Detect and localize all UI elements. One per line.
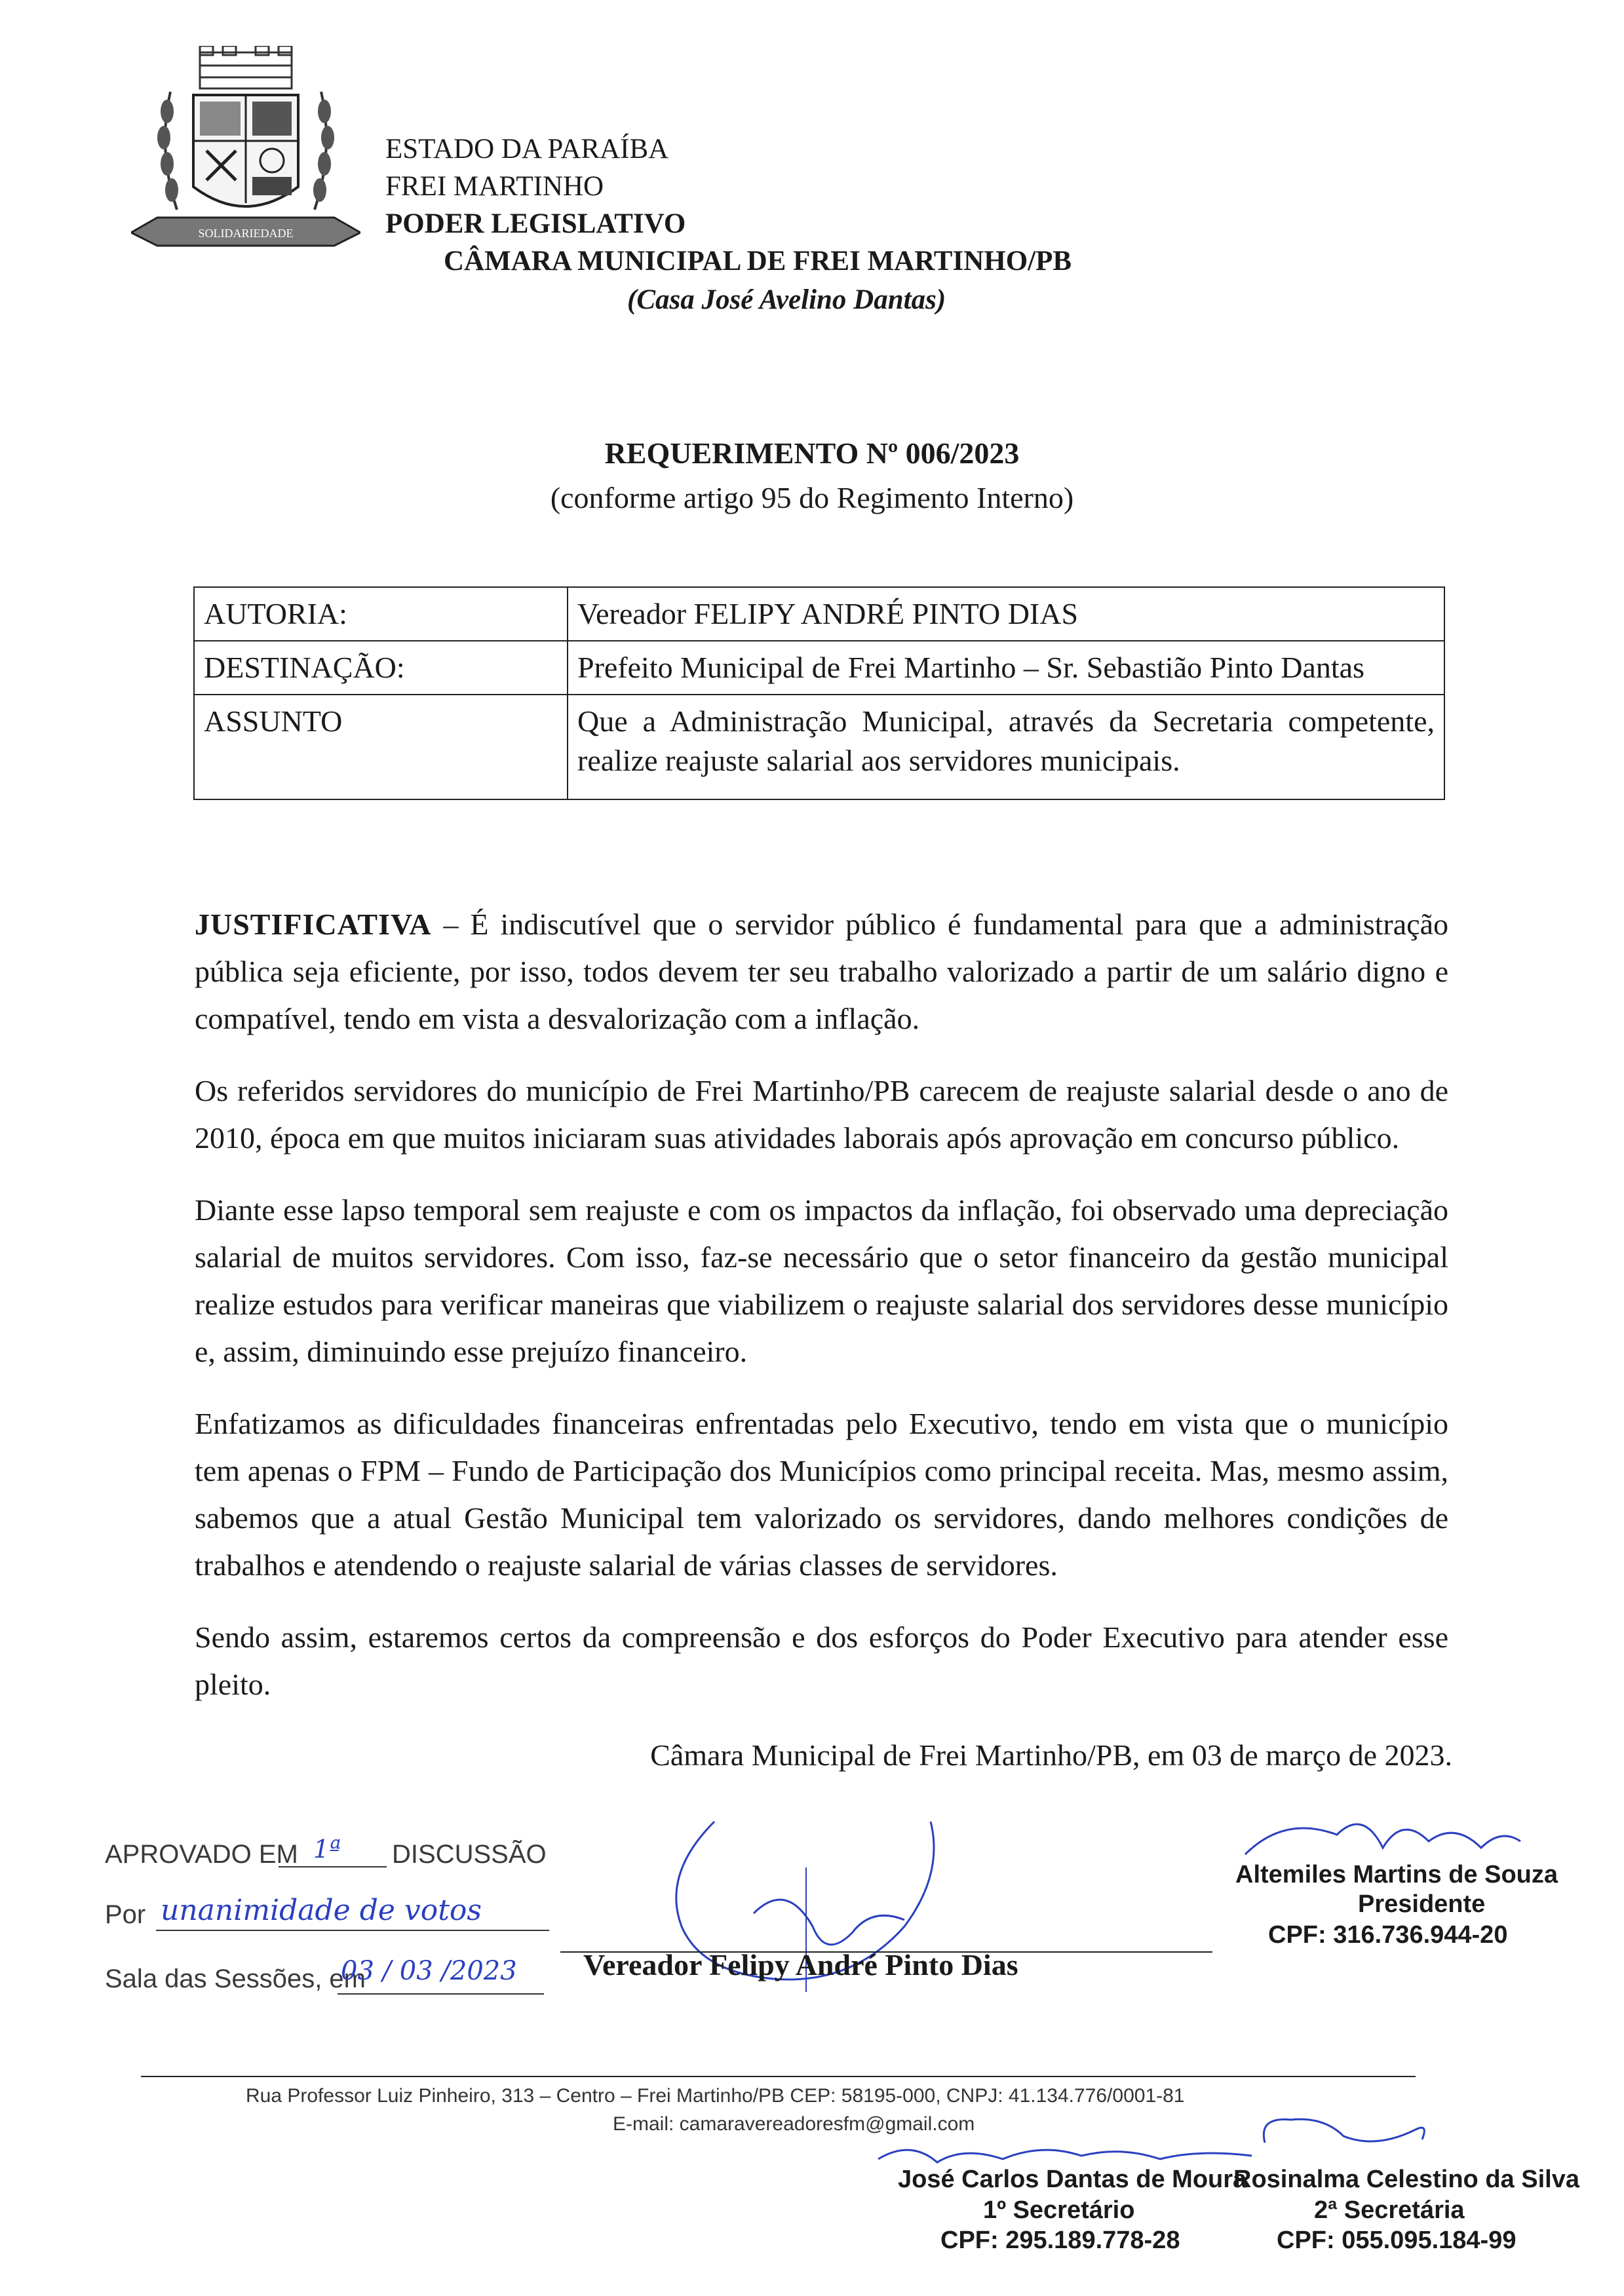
session-date: 03 / 03 /2023 [341,1956,517,1986]
paragraph: Diante esse lapso temporal sem reajuste e com os impactos da inflação, foi observado uma depreciação salarial de muitos servidores. Com isso, faz-se necessário que o setor financeiro da gestão municipal realize estudos para verificar maneiras que viabilizem o reajuste salarial dos servidores desse município e, assim, diminuindo esse prejuízo financeiro. [195,1193,1448,1368]
table-row [194,695,1444,799]
footer-divider [141,2076,1416,2077]
table-value: Que a Administração Municipal, através da Secretaria competente, realize reajuste salarial aos servidores municipais. [568,695,1444,799]
crest-ribbon-text: SOLIDARIEDADE [198,227,294,240]
discussion-label: DISCUSSÃO [392,1840,547,1869]
president-role: Presidente [1358,1890,1486,1918]
requirement-info-table [193,586,1445,800]
paragraph: Enfatizamos as dificuldades financeiras enfrentadas pelo Executivo, tendo em vista que o município tem apenas o FPM – Fundo de Participação dos Municípios como principal receita. Mas, mesmo assim, sabemos que a atual Gestão Municipal tem valorizado os servidores, dando melhores condições de trabalhos e atendendo o reajuste salarial de várias classes de servidores. [195,1407,1448,1582]
table-key: DESTINAÇÃO: [194,641,568,695]
table-key: AUTORIA: [194,587,568,641]
stamp-underline [338,1993,544,1995]
second-secretary-name: Rosinalma Celestino da Silva [1233,2166,1579,2193]
by-label: Por [105,1900,146,1929]
approved-label: APROVADO EM [105,1840,298,1869]
paragraph: Os referidos servidores do município de Frei Martinho/PB carecem de reajuste salarial desde o ano de 2010, época em que muitos iniciaram suas atividades laborais após aprovação em concurso público. [195,1074,1448,1155]
president-name: Altemiles Martins de Souza [1235,1861,1558,1888]
author-name: Vereador Felipy André Pinto Dias [583,1948,1018,1981]
justification-body [195,901,1448,1733]
approved-value: 1ª [313,1835,341,1864]
paragraph: JUSTIFICATIVA – É indiscutível que o servidor público é fundamental para que a administração pública seja eficiente, por isso, todos devem ter seu trabalho valorizado a partir de um salário digno e compatível, tendo em vista a desvalorização com a inflação. [195,908,1448,1035]
chamber-name: CÂMARA MUNICIPAL DE FREI MARTINHO/PB [444,246,1072,277]
city-name: FREI MARTINHO [385,171,604,202]
table-row [194,641,1444,695]
by-value: unanimidade de votos [161,1894,482,1927]
state-name: ESTADO DA PARAÍBA [385,134,669,164]
closing-date-line: Câmara Municipal de Frei Martinho/PB, em 03 de março de 2023. [650,1738,1452,1772]
table-value: Vereador FELIPY ANDRÉ PINTO DIAS [568,587,1444,641]
second-secretary-signature-icon [1245,2103,1442,2162]
first-secretary-role: 1º Secretário [983,2196,1135,2224]
stamp-underline [156,1930,549,1931]
table-value: Prefeito Municipal de Frei Martinho – Sr. Sebastião Pinto Dantas [568,641,1444,695]
branch-name: PODER LEGISLATIVO [385,208,686,239]
municipal-coat-of-arms-icon [131,46,360,262]
table-row [194,587,1444,641]
president-cpf: CPF: 316.736.944-20 [1268,1921,1508,1949]
document-title: REQUERIMENTO Nº 006/2023 [604,436,1020,470]
footer-email: E-mail: camaravereadoresfm@gmail.com [613,2113,975,2135]
justification-label: JUSTIFICATIVA [195,908,432,941]
table-key: ASSUNTO [194,695,568,799]
first-secretary-cpf: CPF: 295.189.778-28 [940,2227,1180,2254]
paragraph: Sendo assim, estaremos certos da compreensão e dos esforços do Poder Executivo para atender esse pleito. [195,1620,1448,1701]
session-label: Sala das Sessões, em [105,1964,366,1993]
document-subtitle: (conforme artigo 95 do Regimento Interno) [550,481,1074,514]
second-secretary-cpf: CPF: 055.095.184-99 [1277,2227,1517,2254]
house-name: (Casa José Avelino Dantas) [627,284,946,315]
second-secretary-role: 2ª Secretária [1314,2196,1465,2224]
first-secretary-name: José Carlos Dantas de Moura [898,2166,1247,2193]
footer-address: Rua Professor Luiz Pinheiro, 313 – Centro – Frei Martinho/PB CEP: 58195-000, CNPJ: 41.134.776/0001-81 [246,2085,1185,2107]
stamp-underline [279,1866,387,1867]
